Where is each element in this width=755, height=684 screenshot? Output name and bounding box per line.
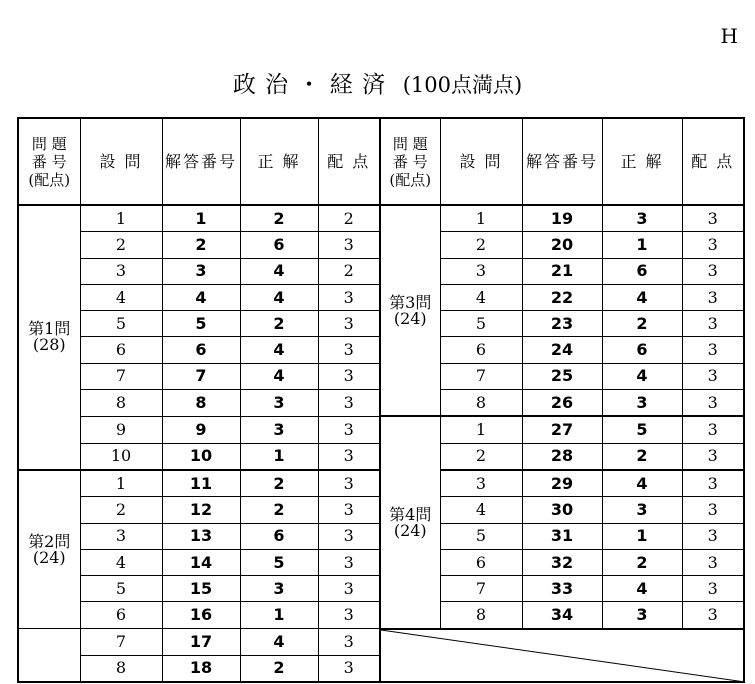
title-subtitle: (100点満点)	[402, 73, 523, 97]
header-section-line-2: 番 号	[31, 152, 67, 171]
correct-answer-cell: 3	[240, 416, 318, 443]
header-correct-answer: 正 解	[602, 118, 682, 205]
correct-answer-cell: 4	[602, 284, 682, 310]
header-points: 配 点	[682, 118, 744, 205]
correct-answer-cell: 3	[602, 602, 682, 629]
question-cell: 3	[80, 258, 162, 284]
answer-table	[17, 117, 745, 683]
answer-number-cell: 30	[522, 497, 602, 523]
answer-number-cell: 26	[522, 390, 602, 417]
answer-number-cell: 12	[162, 497, 240, 523]
answer-number-cell: 20	[522, 232, 602, 258]
correct-answer-cell: 6	[602, 337, 682, 363]
correct-answer-cell: 4	[602, 363, 682, 389]
answer-number-cell: 21	[522, 258, 602, 284]
points-cell: 3	[318, 602, 380, 629]
answer-number-cell: 14	[162, 549, 240, 575]
correct-answer-cell: 4	[602, 470, 682, 497]
section-name: 第4問	[389, 504, 432, 524]
answer-number-cell: 28	[522, 443, 602, 470]
correct-answer-cell: 3	[240, 576, 318, 602]
header-section-label	[28, 135, 70, 189]
question-cell: 4	[80, 284, 162, 310]
correct-answer-cell: 3	[602, 390, 682, 417]
correct-answer-cell: 6	[602, 258, 682, 284]
points-cell: 2	[318, 205, 380, 232]
question-cell: 5	[440, 523, 522, 549]
correct-answer-cell: 4	[240, 337, 318, 363]
points-cell: 3	[682, 549, 744, 575]
question-cell: 1	[440, 205, 522, 232]
answer-number-cell: 25	[522, 363, 602, 389]
correct-answer-cell: 3	[602, 497, 682, 523]
correct-answer-cell: 4	[240, 363, 318, 389]
correct-answer-cell: 3	[240, 390, 318, 417]
header-section-line-3: (配点)	[389, 170, 432, 189]
section-cell	[380, 416, 440, 628]
answer-number-cell: 19	[522, 205, 602, 232]
question-cell: 6	[80, 337, 162, 363]
correct-answer-cell: 4	[240, 629, 318, 655]
correct-answer-cell: 5	[602, 416, 682, 443]
correct-answer-cell: 2	[240, 311, 318, 337]
correct-answer-cell: 2	[240, 205, 318, 232]
points-cell: 3	[682, 363, 744, 389]
points-cell: 3	[318, 470, 380, 497]
header-section-line-3: (配点)	[28, 170, 71, 189]
correct-answer-cell: 2	[240, 655, 318, 682]
correct-answer-cell: 5	[240, 549, 318, 575]
question-cell: 6	[440, 337, 522, 363]
correct-answer-cell: 1	[240, 443, 318, 470]
question-cell: 7	[440, 576, 522, 602]
answer-number-cell: 8	[162, 390, 240, 417]
question-cell: 2	[440, 232, 522, 258]
points-cell: 3	[318, 337, 380, 363]
question-cell: 10	[80, 443, 162, 470]
header-points: 配 点	[318, 118, 380, 205]
header-section-number	[380, 118, 440, 205]
answer-number-cell: 31	[522, 523, 602, 549]
points-cell: 3	[682, 523, 744, 549]
correct-answer-cell: 1	[240, 602, 318, 629]
points-cell: 3	[318, 576, 380, 602]
section-name: 第3問	[389, 292, 432, 312]
question-cell: 8	[440, 390, 522, 417]
answer-number-cell: 32	[522, 549, 602, 575]
question-cell: 9	[80, 416, 162, 443]
correct-answer-cell: 4	[240, 258, 318, 284]
question-cell: 8	[80, 390, 162, 417]
question-cell: 2	[80, 232, 162, 258]
answer-number-cell: 6	[162, 337, 240, 363]
question-cell: 2	[440, 443, 522, 470]
section-name: 第2問	[28, 531, 71, 551]
points-cell: 3	[682, 232, 744, 258]
answer-number-cell: 16	[162, 602, 240, 629]
points-cell: 3	[318, 523, 380, 549]
points-cell: 3	[682, 497, 744, 523]
points-cell: 3	[682, 390, 744, 417]
question-cell: 6	[80, 602, 162, 629]
answer-number-cell: 10	[162, 443, 240, 470]
answer-number-cell: 1	[162, 205, 240, 232]
question-cell: 7	[80, 629, 162, 655]
correct-answer-cell: 2	[240, 497, 318, 523]
answer-number-cell: 7	[162, 363, 240, 389]
answer-number-cell: 17	[162, 629, 240, 655]
section-points: (24)	[393, 308, 427, 328]
question-cell: 8	[440, 602, 522, 629]
points-cell: 3	[318, 655, 380, 682]
points-cell: 3	[682, 205, 744, 232]
points-cell: 3	[682, 311, 744, 337]
title-main: 政 治 ・ 経 済	[232, 72, 387, 98]
correct-answer-cell: 2	[602, 443, 682, 470]
section-cell	[18, 470, 80, 629]
correct-answer-cell: 2	[240, 470, 318, 497]
correct-answer-cell: 4	[240, 284, 318, 310]
section-points: (28)	[32, 335, 66, 355]
points-cell: 3	[682, 258, 744, 284]
points-cell: 3	[318, 311, 380, 337]
answer-number-cell: 15	[162, 576, 240, 602]
answer-number-cell: 9	[162, 416, 240, 443]
table-header-row	[18, 118, 744, 205]
question-cell: 2	[80, 497, 162, 523]
points-cell: 3	[318, 416, 380, 443]
question-cell: 4	[80, 549, 162, 575]
question-cell: 8	[80, 655, 162, 682]
correct-answer-cell: 6	[240, 523, 318, 549]
points-cell: 3	[682, 470, 744, 497]
answer-number-cell: 11	[162, 470, 240, 497]
correct-answer-cell: 6	[240, 232, 318, 258]
question-cell: 5	[80, 311, 162, 337]
points-cell: 3	[682, 576, 744, 602]
question-cell: 7	[80, 363, 162, 389]
header-question: 設 問	[80, 118, 162, 205]
correct-answer-cell: 1	[602, 523, 682, 549]
section-points: (24)	[393, 520, 427, 540]
answer-number-cell: 13	[162, 523, 240, 549]
points-cell: 3	[318, 629, 380, 655]
question-cell: 7	[440, 363, 522, 389]
table-row	[18, 629, 744, 655]
question-cell: 1	[80, 470, 162, 497]
answer-number-cell: 23	[522, 311, 602, 337]
answer-number-cell: 2	[162, 232, 240, 258]
correct-answer-cell: 4	[602, 576, 682, 602]
question-cell: 4	[440, 284, 522, 310]
question-cell: 6	[440, 549, 522, 575]
answer-number-cell: 33	[522, 576, 602, 602]
header-correct-answer: 正 解	[240, 118, 318, 205]
table-row	[18, 416, 744, 443]
points-cell: 3	[682, 337, 744, 363]
points-cell: 3	[318, 284, 380, 310]
question-cell: 3	[440, 470, 522, 497]
answer-number-cell: 29	[522, 470, 602, 497]
points-cell: 3	[318, 549, 380, 575]
points-cell: 2	[318, 258, 380, 284]
question-cell: 3	[80, 523, 162, 549]
header-answer-number: 解答番号	[522, 118, 602, 205]
question-cell: 1	[440, 416, 522, 443]
section-name: 第1問	[28, 319, 71, 339]
empty-diagonal-cell	[380, 629, 744, 682]
points-cell: 3	[682, 443, 744, 470]
section-points: (24)	[32, 547, 66, 567]
header-answer-number: 解答番号	[162, 118, 240, 205]
points-cell: 3	[682, 602, 744, 629]
answer-number-cell: 18	[162, 655, 240, 682]
correct-answer-cell: 1	[602, 232, 682, 258]
points-cell: 3	[318, 497, 380, 523]
diagonal-line	[381, 630, 745, 682]
question-cell: 4	[440, 497, 522, 523]
question-cell: 3	[440, 258, 522, 284]
blank-section-cell	[18, 629, 80, 682]
points-cell: 3	[682, 416, 744, 443]
section-cell	[18, 205, 80, 470]
header-section-line-1: 問 題	[31, 134, 67, 153]
answer-number-cell: 22	[522, 284, 602, 310]
page-corner-label: H	[720, 24, 738, 48]
question-cell: 1	[80, 205, 162, 232]
answer-number-cell: 34	[522, 602, 602, 629]
question-cell: 5	[80, 576, 162, 602]
answer-number-cell: 3	[162, 258, 240, 284]
correct-answer-cell: 2	[602, 311, 682, 337]
points-cell: 3	[318, 232, 380, 258]
answer-number-cell: 24	[522, 337, 602, 363]
correct-answer-cell: 3	[602, 205, 682, 232]
table-row	[18, 205, 744, 232]
header-section-label	[389, 135, 431, 189]
header-section-line-2: 番 号	[392, 152, 428, 171]
points-cell: 3	[682, 284, 744, 310]
page-title	[0, 66, 755, 99]
header-question: 設 問	[440, 118, 522, 205]
answer-number-cell: 27	[522, 416, 602, 443]
correct-answer-cell: 2	[602, 549, 682, 575]
points-cell: 3	[318, 443, 380, 470]
points-cell: 3	[318, 390, 380, 417]
answer-number-cell: 4	[162, 284, 240, 310]
question-cell: 5	[440, 311, 522, 337]
answer-number-cell: 5	[162, 311, 240, 337]
header-section-number	[18, 118, 80, 205]
points-cell: 3	[318, 363, 380, 389]
section-cell	[380, 205, 440, 416]
header-section-line-1: 問 題	[392, 134, 428, 153]
